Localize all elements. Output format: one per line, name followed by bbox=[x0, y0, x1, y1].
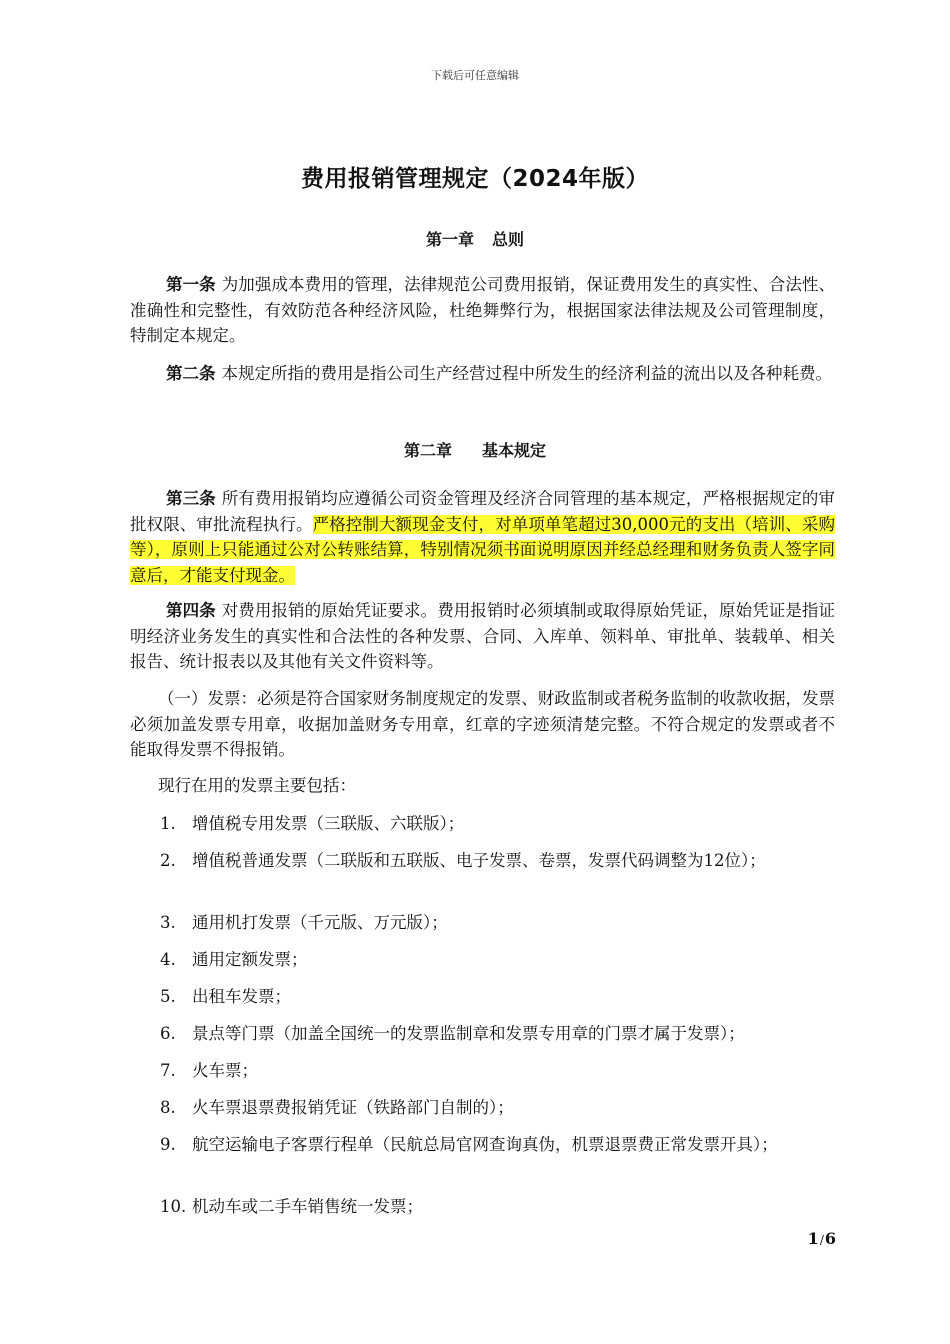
list-item bbox=[160, 1021, 835, 1047]
chapter-number: 第一章 bbox=[425, 230, 474, 249]
list-text: 增值税专用发票（三联版、六联版）； bbox=[192, 814, 465, 833]
list-item bbox=[160, 848, 835, 874]
list-item bbox=[160, 1095, 835, 1121]
chapter-name: 基本规定 bbox=[482, 441, 547, 460]
page-header: 下载后可任意编辑 bbox=[431, 69, 519, 82]
article-text: 为加强成本费用的管理，法律规范公司费用报销，保证费用发生的真实性、合法性、准确性和完整性，有效防范各种经济风险，杜绝舞弊行为，根据国家法律法规及公司管理制度，特制定本规定。 bbox=[130, 275, 836, 345]
list-text: 火车票退票费报销凭证（铁路部门自制的）； bbox=[192, 1098, 514, 1117]
list-number: 8. bbox=[160, 1098, 176, 1117]
article-label: 第一条 bbox=[166, 275, 216, 294]
list-number: 10. bbox=[160, 1197, 187, 1216]
list-number: 3. bbox=[160, 913, 176, 932]
list-number: 9. bbox=[160, 1135, 176, 1154]
chapter-heading bbox=[0, 438, 950, 461]
list-item bbox=[160, 984, 835, 1010]
article-text: 本规定所指的费用是指公司生产经营过程中所发生的经济利益的流出以及各种耗费。 bbox=[221, 364, 832, 383]
list-number: 4. bbox=[160, 950, 176, 969]
list-number: 6. bbox=[160, 1024, 176, 1043]
total-pages: 6 bbox=[824, 1229, 836, 1248]
article-label: 第四条 bbox=[166, 601, 216, 620]
article-label: 第三条 bbox=[166, 489, 216, 508]
chapter-number: 第二章 bbox=[403, 441, 452, 460]
document-title: 费用报销管理规定（2024年版） bbox=[300, 166, 649, 192]
list-item bbox=[160, 910, 835, 936]
list-text: 火车票； bbox=[192, 1061, 258, 1080]
invoice-paragraph: （一）发票：必须是符合国家财务制度规定的发票、财政监制或者税务监制的收款收据，发票必须加盖发票专用章，收据加盖财务专用章，红章的字迹须清楚完整。不符合规定的发票或者不能取得发票不得报销。 bbox=[130, 689, 835, 759]
list-text: 出租车发票； bbox=[192, 987, 291, 1006]
list-item bbox=[160, 1058, 835, 1084]
list-number: 1. bbox=[160, 814, 176, 833]
article-label: 第二条 bbox=[166, 364, 216, 383]
chapter-heading bbox=[0, 227, 950, 250]
list-item bbox=[160, 811, 835, 837]
list-text: 通用机打发票（千元版、万元版）； bbox=[192, 913, 448, 932]
article-text: 对费用报销的原始凭证要求。费用报销时必须填制或取得原始凭证，原始凭证是指证明经济业务发生的真实性和合法性的各种发票、合同、入库单、领料单、审批单、装载单、相关报告、统计报表以及其他有关文件资料等。 bbox=[130, 601, 836, 671]
article-paragraph bbox=[130, 272, 835, 349]
article-paragraph bbox=[130, 598, 835, 675]
current-page: 1 bbox=[807, 1229, 819, 1248]
list-text: 景点等门票（加盖全国统一的发票监制章和发票专用章的门票才属于发票）； bbox=[192, 1024, 745, 1043]
highlighted-text: 严格控制大额现金支付，对单项单笔超过30,000元的支出（培训、采购等），原则上只能通过公对公转账结算，特别情况须书面说明原因并经总经理和财务负责人签字同意后，才能支付现金。 bbox=[130, 514, 836, 585]
list-number: 5. bbox=[160, 987, 176, 1006]
article-text: 所有费用报销均应遵循公司资金管理及经济合同管理的基本规定，严格根据规定的审批权限、审批流程执行。 bbox=[130, 489, 836, 534]
list-text: 航空运输电子客票行程单（民航总局官网查询真伪，机票退票费正常发票开具）； bbox=[192, 1135, 778, 1154]
list-number: 2. bbox=[160, 851, 176, 870]
page-separator: / bbox=[819, 1233, 824, 1247]
chapter-name: 总则 bbox=[492, 230, 525, 249]
list-text: 增值税普通发票（二联版和五联版、电子发票、卷票，发票代码调整为12位）； bbox=[192, 851, 766, 870]
page-number bbox=[780, 1229, 836, 1248]
list-text: 通用定额发票； bbox=[192, 950, 308, 969]
list-item bbox=[160, 947, 835, 973]
list-item bbox=[160, 1194, 835, 1220]
article-paragraph bbox=[130, 361, 835, 387]
list-intro: 现行在用的发票主要包括： bbox=[158, 776, 356, 795]
list-number: 7. bbox=[160, 1061, 176, 1080]
list-text: 机动车或二手车销售统一发票； bbox=[192, 1197, 423, 1216]
article-paragraph bbox=[130, 486, 835, 588]
list-item bbox=[160, 1132, 835, 1158]
